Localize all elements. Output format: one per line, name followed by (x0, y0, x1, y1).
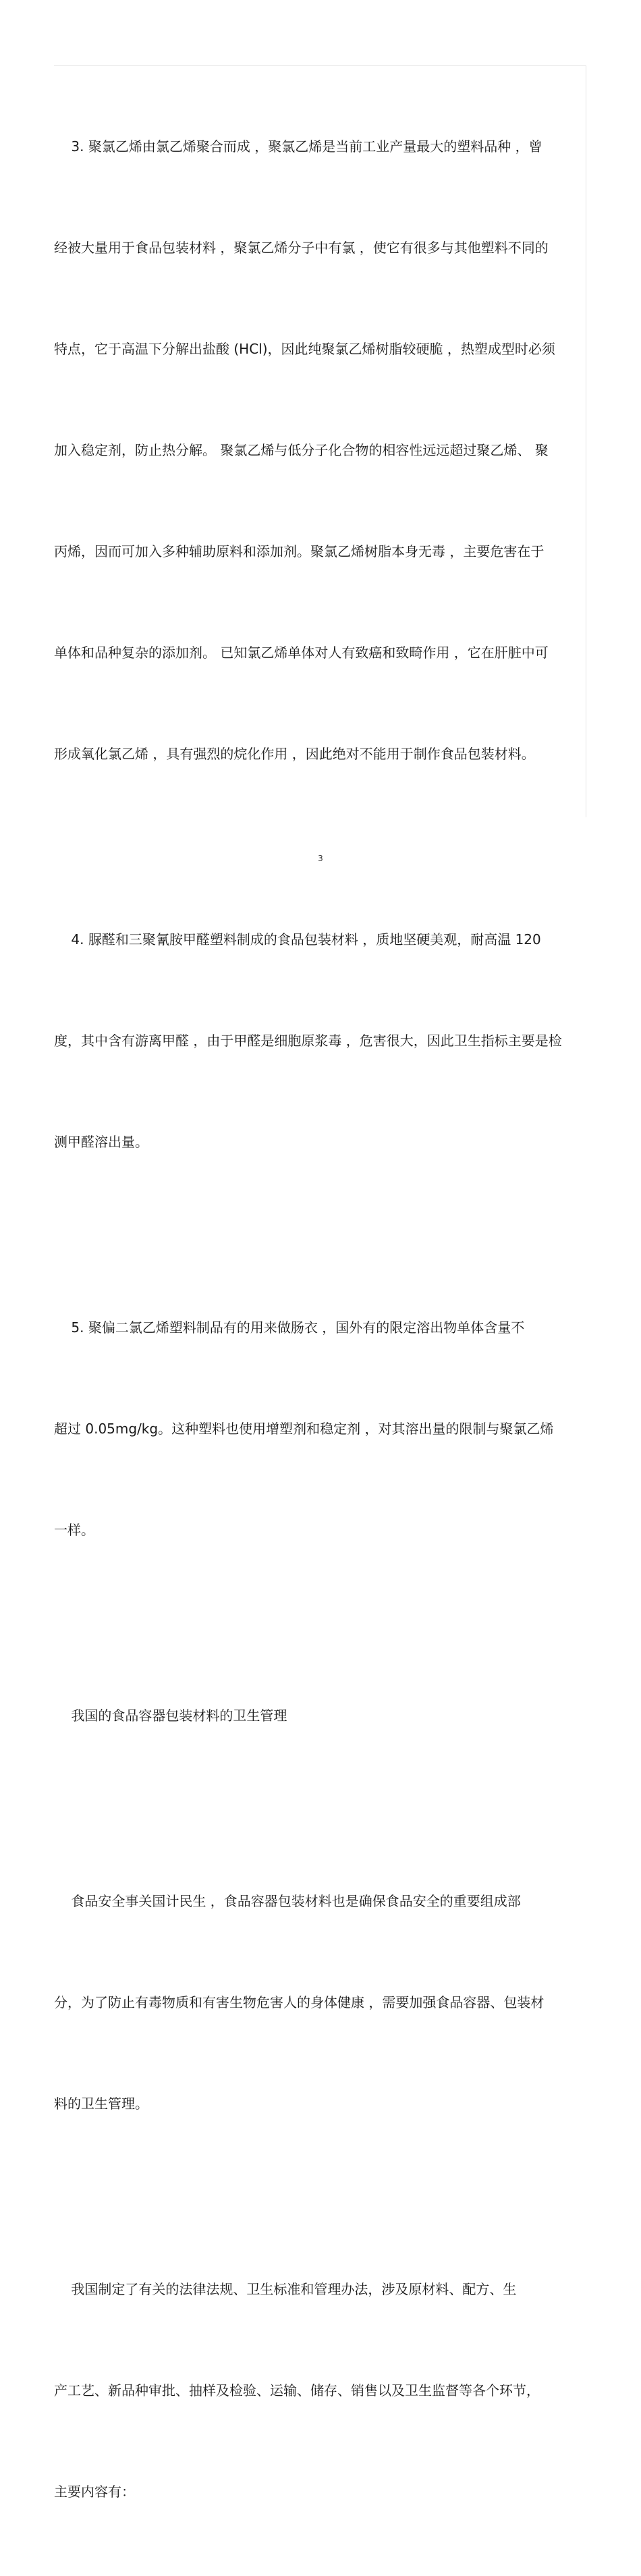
paragraph-gap (54, 1226, 586, 1243)
section-heading (54, 1631, 586, 1800)
text-line: 单体和品种复杂的添加剂。 已知氯乙烯单体对人有致癌和致畸作用 ，它在肝脏中可 (54, 645, 549, 661)
text-line: 经被大量用于食品包装材料 ，聚氯乙烯分子中有氯 ，使它有很多与其他塑料不同的 (54, 240, 549, 256)
text-line: 产工艺、新品种审批、抽样及检验、运输、储存、销售以及卫生监督等各个环节， (54, 2382, 540, 2399)
text-line: 测甲醛溶出量。 (54, 1134, 148, 1150)
text-line: 加入稳定剂，防止热分解。 聚氯乙烯与低分子化合物的相容性远远超过聚乙烯、 聚 (54, 442, 549, 458)
paragraph-pvdc (54, 1243, 586, 1614)
text-line: 形成氧化氯乙烯 ，具有强烈的烷化作用 ，因此绝对不能用于制作食品包装材料。 (54, 746, 535, 762)
paragraph-food-safety (54, 1817, 586, 2188)
text-line: 丙烯，因而可加入多种辅助原料和添加剂。聚氯乙烯树脂本身无毒 ，主要危害在于 (54, 543, 545, 559)
paragraph-gap (54, 838, 586, 855)
text-line: 我国制定了有关的法律法规、卫生标准和管理办法，涉及原材料、配方、生 (54, 2281, 517, 2297)
paragraph-gap (54, 1614, 586, 1631)
paragraph-gap (54, 2188, 586, 2205)
text-line: 料的卫生管理。 (54, 2095, 148, 2112)
text-line: 3. 聚氯乙烯由氯乙烯聚合而成 ，聚氯乙烯是当前工业产量最大的塑料品种 ，曾 (54, 138, 542, 155)
text-line: 超过 0.05mg/kg。这种塑料也使用增塑剂和稳定剂 ，对其溶出量的限制与聚氯乙烯 (54, 1421, 554, 1437)
text-line: 4. 脲醛和三聚氰胺甲醛塑料制成的食品包装材料 ，质地坚硬美观，耐高温 120 (54, 931, 541, 948)
paragraph-pvc (54, 62, 586, 838)
text-line: 一样。 (54, 1522, 94, 1538)
heading-text: 我国的食品容器包装材料的卫生管理 (54, 1707, 287, 1724)
paragraph-urea-formaldehyde (54, 855, 586, 1226)
text-line: 分，为了防止有毒物质和有害生物危害人的身体健康 ，需要加强食品容器、包装材 (54, 1994, 545, 2010)
text-line: 5. 聚偏二氯乙烯塑料制品有的用来做肠衣 ，国外有的限定溶出物单体含量不 (54, 1319, 525, 1336)
page-number: 3 (318, 854, 323, 863)
paragraph-regulations (54, 2205, 586, 2576)
text-line: 特点，它于高温下分解出盐酸 (HCl)，因此纯聚氯乙烯树脂较硬脆 ，热塑成型时必须 (54, 341, 555, 357)
paragraph-gap (54, 1800, 586, 1817)
document-body (54, 62, 586, 2576)
text-line: 食品安全事关国计民生 ，食品容器包装材料也是确保食品安全的重要组成部 (54, 1893, 521, 1909)
text-line: 度，其中含有游离甲醛 ，由于甲醛是细胞原浆毒 ，危害很大，因此卫生指标主要是检 (54, 1033, 562, 1049)
text-line: 主要内容有： (54, 2484, 135, 2500)
